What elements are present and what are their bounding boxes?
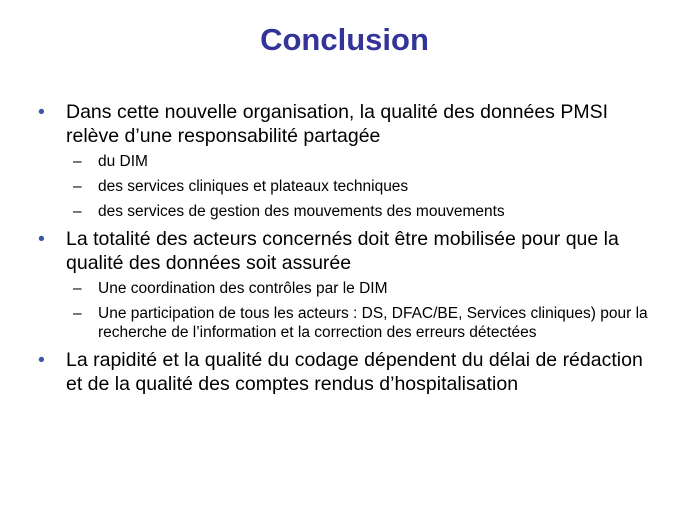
sub-bullet-text: des services de gestion des mouvements des mouvements [98, 203, 505, 220]
sub-bullet-text: Une participation de tous les acteurs : DS, DFAC/BE, Services cliniques) pour la recherche de l’information et la correction des erreurs détectées [98, 305, 648, 341]
sub-bullet-text: du DIM [98, 153, 148, 170]
bullet-item [36, 100, 656, 148]
sub-bullet-item [36, 177, 656, 196]
bullet-item [36, 227, 656, 275]
sub-bullet-item [36, 152, 656, 171]
sub-bullet-text: des services cliniques et plateaux techniques [98, 178, 409, 195]
sub-bullet-item [36, 304, 656, 342]
bullet-item [36, 348, 656, 396]
dash-icon: – [73, 305, 82, 322]
bullet-dot-icon: • [38, 101, 45, 123]
bullet-dot-icon: • [38, 228, 45, 250]
bullet-text: La rapidité et la qualité du codage dépendent du délai de rédaction et de la qualité des comptes rendus d’hospitalisation [66, 349, 643, 395]
dash-icon: – [73, 203, 82, 220]
dash-icon: – [73, 153, 82, 170]
slide-body [36, 100, 656, 400]
bullet-dot-icon: • [38, 349, 45, 371]
dash-icon: – [73, 178, 82, 195]
sub-bullet-item [36, 202, 656, 221]
sub-bullet-text: Une coordination des contrôles par le DIM [98, 280, 388, 297]
bullet-text: Dans cette nouvelle organisation, la qualité des données PMSI relève d’une responsabilité partagée [66, 101, 609, 147]
bullet-text: La totalité des acteurs concernés doit être mobilisée pour que la qualité des données soit assurée [66, 228, 619, 274]
dash-icon: – [73, 280, 82, 297]
slide-title: Conclusion [260, 22, 429, 57]
sub-bullet-item [36, 279, 656, 298]
